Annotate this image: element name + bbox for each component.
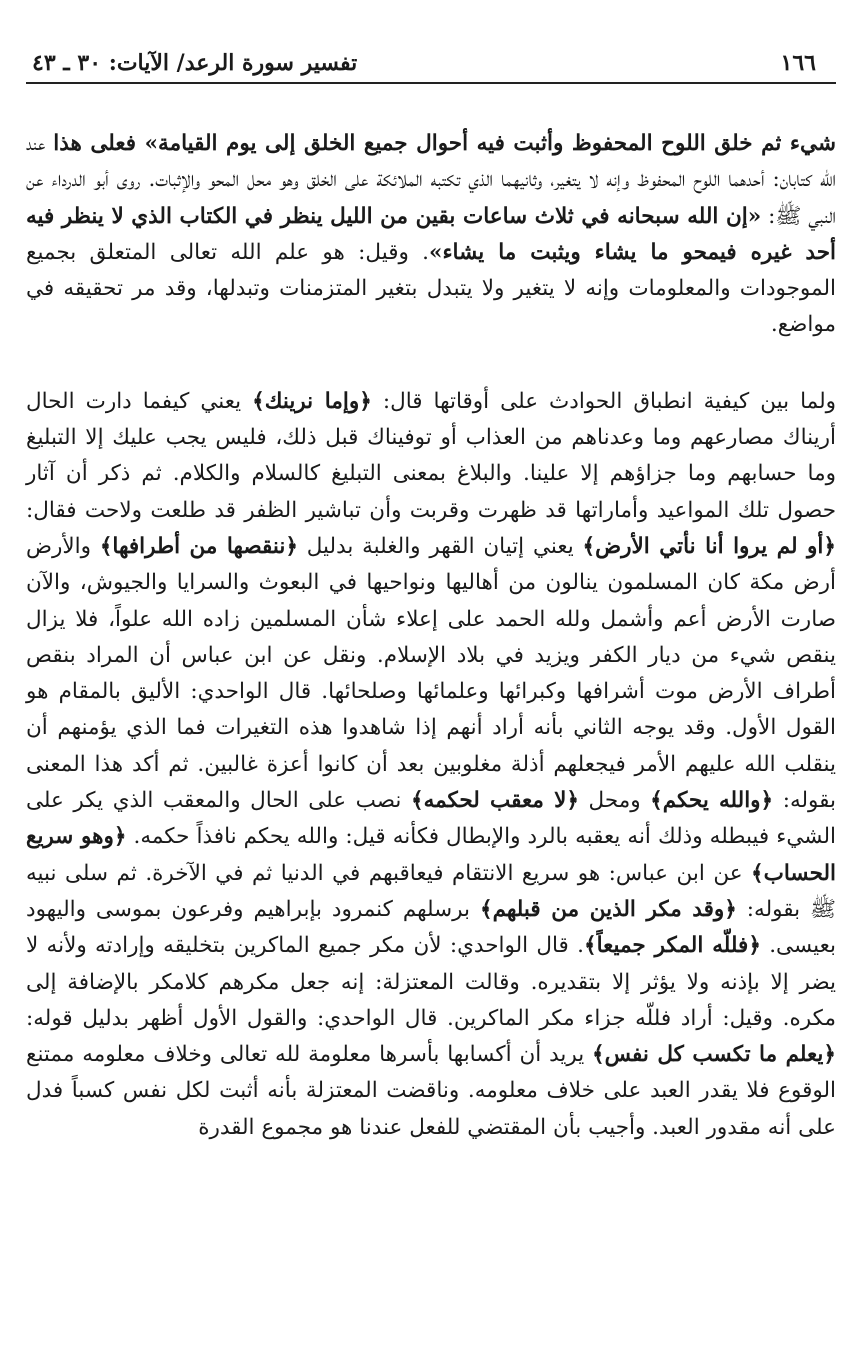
quotation-text: ﴿لا معقب لحكمه﴾ <box>410 788 579 814</box>
running-title: تفسير سورة الرعد/ الآيات: ٣٠ ـ ٤٣ <box>32 50 358 76</box>
quotation-text: ﴿فللّه المكر جميعاً﴾ <box>583 933 761 959</box>
body-text: . قال الواحدي: لأن مكر جميع الماكرين بتخليقه وإرادته ولأنه لا يضر إلا بإذنه ولا يؤثر إلا بتقديره. وقالت المعتزلة: إنه جعل مكرهم كلامكر بالإضافة إلى مكره. وقيل: أراد فللّه جزاء مكر الماكرين. قال الواحدي: والقول الأول أظهر بدليل قوله: <box>26 933 836 1031</box>
page-number: ١٦٦ <box>780 50 816 76</box>
quotation-text: شيء ثم خلق اللوح المحفوظ وأثبت فيه أحوال جميع الخلق إلى يوم القيامة» فعلى هذا <box>53 131 836 156</box>
body-text: برسلهم كنمرود بإبراهيم وفرعون بموسى واليهود بعيسى. <box>26 896 836 959</box>
quotation-text: ﴿أو لم يروا أنا نأتي الأرض﴾ <box>582 533 837 559</box>
quotation-text: ﴿وقد مكر الذين من قبلهم﴾ <box>479 896 737 922</box>
quotation-text: ﴿وإما نرينك﴾ <box>252 388 372 414</box>
quotation-text: ﴿ننقصها من أطرافها﴾ <box>99 533 298 559</box>
paragraph <box>26 384 836 1146</box>
quotation-text: «إن الله سبحانه في ثلاث ساعات بقين من الليل ينظر في الكتاب الذي لا ينظر فيه أحد غيره فيمحو ما يشاء ويثبت ما يشاء» <box>26 203 836 265</box>
book-page <box>26 46 836 1146</box>
quotation-text: ﴿والله يحكم﴾ <box>650 788 774 814</box>
body-text: والأرض أرض مكة كان المسلمون ينالون من أهاليها ونواحيها في البعوث والسرايا والجيوش، والآن صارت الأرض أعم وأشمل ولله الحمد على إعلاء شأن المسلمين زاده الله علواً، فلا يزال ينقص شيء من ديار الكفر ويزيد في بلاد الإسلام. ونقل عن ابن عباس أن المراد بنقص أطراف الأرض موت أشرافها وكبرائها وعلمائها وصلحائها. قال الواحدي: الأليق بالمقام هو القول الأول. وقد يوجه الثاني بأنه أراد أنهم إذا شاهدوا هذه التغيرات فما الذي يؤمنهم أن ينقلب الله عليهم الأمر فيجعلهم أذلة مغلوبين بعد أن كانوا أعزة غالبين. ثم أكد هذا المعنى بقوله: <box>26 533 836 814</box>
page-body <box>26 126 836 1146</box>
quotation-text: ﴿يعلم ما تكسب كل نفس﴾ <box>592 1042 836 1068</box>
body-text: يريد أن أكسابها بأسرها معلومة لله تعالى وخلاف معلومه ممتنع الوقوع فلا يقدر العبد على خلاف معلومه. وناقضت المعتزلة بأنه أثبت لكل نفس كسباً فدل على أنه مقدور العبد. وأجيب بأن المقتضي للفعل عندنا هو مجموع القدرة <box>26 1042 836 1140</box>
body-text: عن ابن عباس: هو سريع الانتقام فيعاقبهم في الدنيا ثم في الآخرة. ثم سلى نبيه ﷺ بقوله: <box>26 860 836 922</box>
body-text: ومحل <box>578 788 651 814</box>
body-text: يعني إتيان القهر والغلبة بدليل <box>297 533 583 559</box>
quotation-text: ﴿وهو سريع الحساب﴾ <box>26 824 836 886</box>
page-header <box>26 46 836 82</box>
body-text: ولما بين كيفية انطباق الحوادث على أوقاتها قال: <box>371 388 837 414</box>
body-text: نصب على الحال والمعقب الذي يكر على الشيء فيبطله وذلك أنه يعقبه بالرد والإبطال فكأنه قيل: والله يحكم نافذاً حكمه. <box>26 788 836 850</box>
body-text: يعني كيفما دارت الحال أريناك مصارعهم وما وعدناهم من العذاب أو توفيناك قبل ذلك، فليس يجب عليك إلا التبليغ وما حسابهم وما جزاؤهم إلا علينا. والبلاغ بمعنى التبليغ كالسلام والكلام. ثم ذكر أن آثار حصول تلك المواعيد وأماراتها قد ظهرت وقربت وأن تباشير الظفر قد طلعت ولاحت فقال: <box>26 388 836 523</box>
header-divider <box>26 82 836 84</box>
paragraph <box>26 126 836 344</box>
body-text: عند الله كتابان: أحدهما اللوح المحفوظ وإنه لا يتغير، وثانيهما الذي تكتبه الملائكة على الخلق وهو محل المحو والإثبات. روى أبو الدرداء عن النبي ﷺ: <box>26 131 836 229</box>
body-text: . وقيل: هو علم الله تعالى المتعلق بجميع الموجودات والمعلومات وإنه لا يتغير ولا يتبدل بتغير المتزمنات وتبدلها، وقد مر تحقيقه في مواضع. <box>26 239 836 338</box>
